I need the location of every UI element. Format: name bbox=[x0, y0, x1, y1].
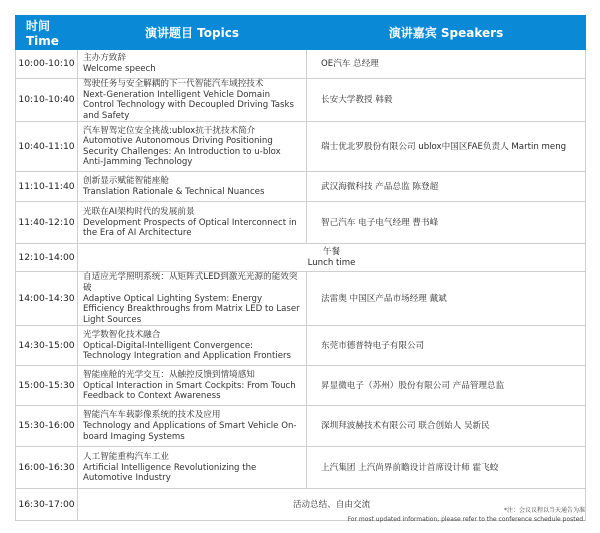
topic-zh: 创新显示赋能智能座舱 bbox=[83, 176, 169, 187]
topic-en: Adaptive Optical Lighting System: Energy Efficiency Breakthroughs from Matrix LED to Laser Light Sources bbox=[83, 293, 300, 325]
time-cell: 10:40-11:10 bbox=[16, 122, 78, 172]
topic-en: Welcome speech bbox=[83, 64, 156, 74]
time-cell: 15:00-15:30 bbox=[16, 366, 78, 406]
speaker-cell: 智己汽车 电子电气经理 曹书峰 bbox=[307, 202, 586, 244]
table-row bbox=[16, 272, 586, 326]
topic-zh: 智能座舱的光学交互：从触控反馈到情境感知 bbox=[83, 369, 255, 380]
speaker-cell: 武汉海微科技 产品总监 陈登超 bbox=[307, 172, 586, 202]
topic-zh: 主办方致辞 bbox=[83, 53, 126, 64]
topic-cell bbox=[78, 272, 307, 326]
topic-zh: 人工智能重构汽车工业 bbox=[83, 451, 169, 462]
topic-en: Translation Rationale & Technical Nuances bbox=[83, 186, 265, 197]
speaker-cell: 长安大学教授 韩毅 bbox=[307, 79, 586, 122]
topic-zh: 光学数智化技术融合 bbox=[83, 329, 161, 340]
topic-en: Artificial Intelligence Revolutionizing the Automotive Industry bbox=[83, 462, 257, 484]
time-cell: 11:10-11:40 bbox=[16, 172, 78, 202]
header-topics: 演讲题目 Topics bbox=[78, 16, 307, 50]
speaker-cell: 法雷奥 中国区产品市场经理 戴斌 bbox=[307, 272, 586, 326]
table-row bbox=[16, 447, 586, 489]
speaker-cell: 深圳拜波赫技术有限公司 联合创始人 吴新民 bbox=[307, 406, 586, 447]
table-row bbox=[16, 172, 586, 202]
topic-zh: 汽车智驾定位安全挑战:ublox抗干扰技术简介 bbox=[83, 125, 256, 136]
lunch-cell bbox=[78, 244, 586, 272]
table-row bbox=[16, 122, 586, 172]
topic-cell bbox=[78, 326, 307, 366]
topic-cell bbox=[78, 172, 307, 202]
header-row bbox=[16, 16, 586, 50]
footnote bbox=[348, 506, 585, 524]
footnote-zh: *注：会议议程以当天通告为准 bbox=[503, 507, 585, 514]
topic-cell bbox=[78, 79, 307, 122]
topic-cell bbox=[78, 447, 307, 489]
topic-zh: 智能汽车车载影像系统的技术及应用 bbox=[83, 410, 221, 421]
topic-en: Optical Interaction in Smart Cockpits: From Touch Feedback to Context Awareness bbox=[83, 380, 296, 402]
topic-cell bbox=[78, 366, 307, 406]
speaker-cell: 上汽集团 上汽尚界前瞻设计首席设计师 霍飞蛟 bbox=[307, 447, 586, 489]
speaker-cell: 瑞士优北罗股份有限公司 ublox中国区FAE负责人 Martin meng bbox=[307, 122, 586, 172]
time-cell: 11:40-12:10 bbox=[16, 202, 78, 244]
table-row bbox=[16, 202, 586, 244]
lunch-en: Lunch time bbox=[307, 257, 356, 268]
topic-cell bbox=[78, 202, 307, 244]
lunch-zh: 午餐 bbox=[322, 247, 341, 258]
closing-cell: 活动总结、自由交流 bbox=[78, 489, 586, 521]
time-cell: 10:10-10:40 bbox=[16, 79, 78, 122]
header-speakers: 演讲嘉宾 Speakers bbox=[307, 16, 586, 50]
table-row bbox=[16, 79, 586, 122]
table-row bbox=[16, 50, 586, 79]
time-cell: 12:10-14:00 bbox=[16, 244, 78, 272]
topic-zh: 驾驶任务与安全解耦的下一代智能汽车域控技术 bbox=[83, 79, 264, 89]
topic-cell bbox=[78, 122, 307, 172]
table-row bbox=[16, 406, 586, 447]
footnote-en: For most updated information, please refer to the conference schedule posted. bbox=[347, 516, 585, 523]
time-cell: 14:30-15:00 bbox=[16, 326, 78, 366]
speaker-cell: 昇显微电子（苏州）股份有限公司 产品管理总监 bbox=[307, 366, 586, 406]
table-row bbox=[16, 366, 586, 406]
table-row bbox=[16, 326, 586, 366]
agenda-table bbox=[15, 15, 586, 521]
topic-en: Automotive Autonomous Driving Positioning Security Challenges: An Introduction to u-blox Anti-Jamming Technology bbox=[83, 136, 281, 168]
topic-en: Technology and Applications of Smart Vehicle On-board Imaging Systems bbox=[83, 421, 297, 442]
topic-en: Next-Generation Intelligent Vehicle Domain Control Technology with Decoupled Driving Tasks and Safety bbox=[83, 89, 294, 121]
time-cell: 16:30-17:00 bbox=[16, 489, 78, 521]
header-time: 时间 Time bbox=[16, 16, 78, 50]
time-cell: 16:00-16:30 bbox=[16, 447, 78, 489]
time-cell: 15:30-16:00 bbox=[16, 406, 78, 447]
topic-cell bbox=[78, 406, 307, 447]
speaker-cell: 东莞市德普特电子有限公司 bbox=[307, 326, 586, 366]
topic-cell bbox=[78, 50, 307, 79]
topic-zh: 光联在AI架构时代的发展前景 bbox=[83, 206, 195, 217]
topic-en: Development Prospects of Optical Interconnect in the Era of AI Architecture bbox=[83, 217, 297, 239]
time-cell: 10:00-10:10 bbox=[16, 50, 78, 79]
speaker-cell: OE汽车 总经理 bbox=[307, 50, 586, 79]
time-cell: 14:00-14:30 bbox=[16, 272, 78, 326]
table-row-lunch bbox=[16, 244, 586, 272]
topic-en: Optical-Digital-Intelligent Convergence: Technology Integration and Application Frontiers bbox=[83, 340, 292, 362]
topic-zh: 自适应光学照明系统：从矩阵式LED到激光光源的能效突破 bbox=[83, 272, 298, 293]
